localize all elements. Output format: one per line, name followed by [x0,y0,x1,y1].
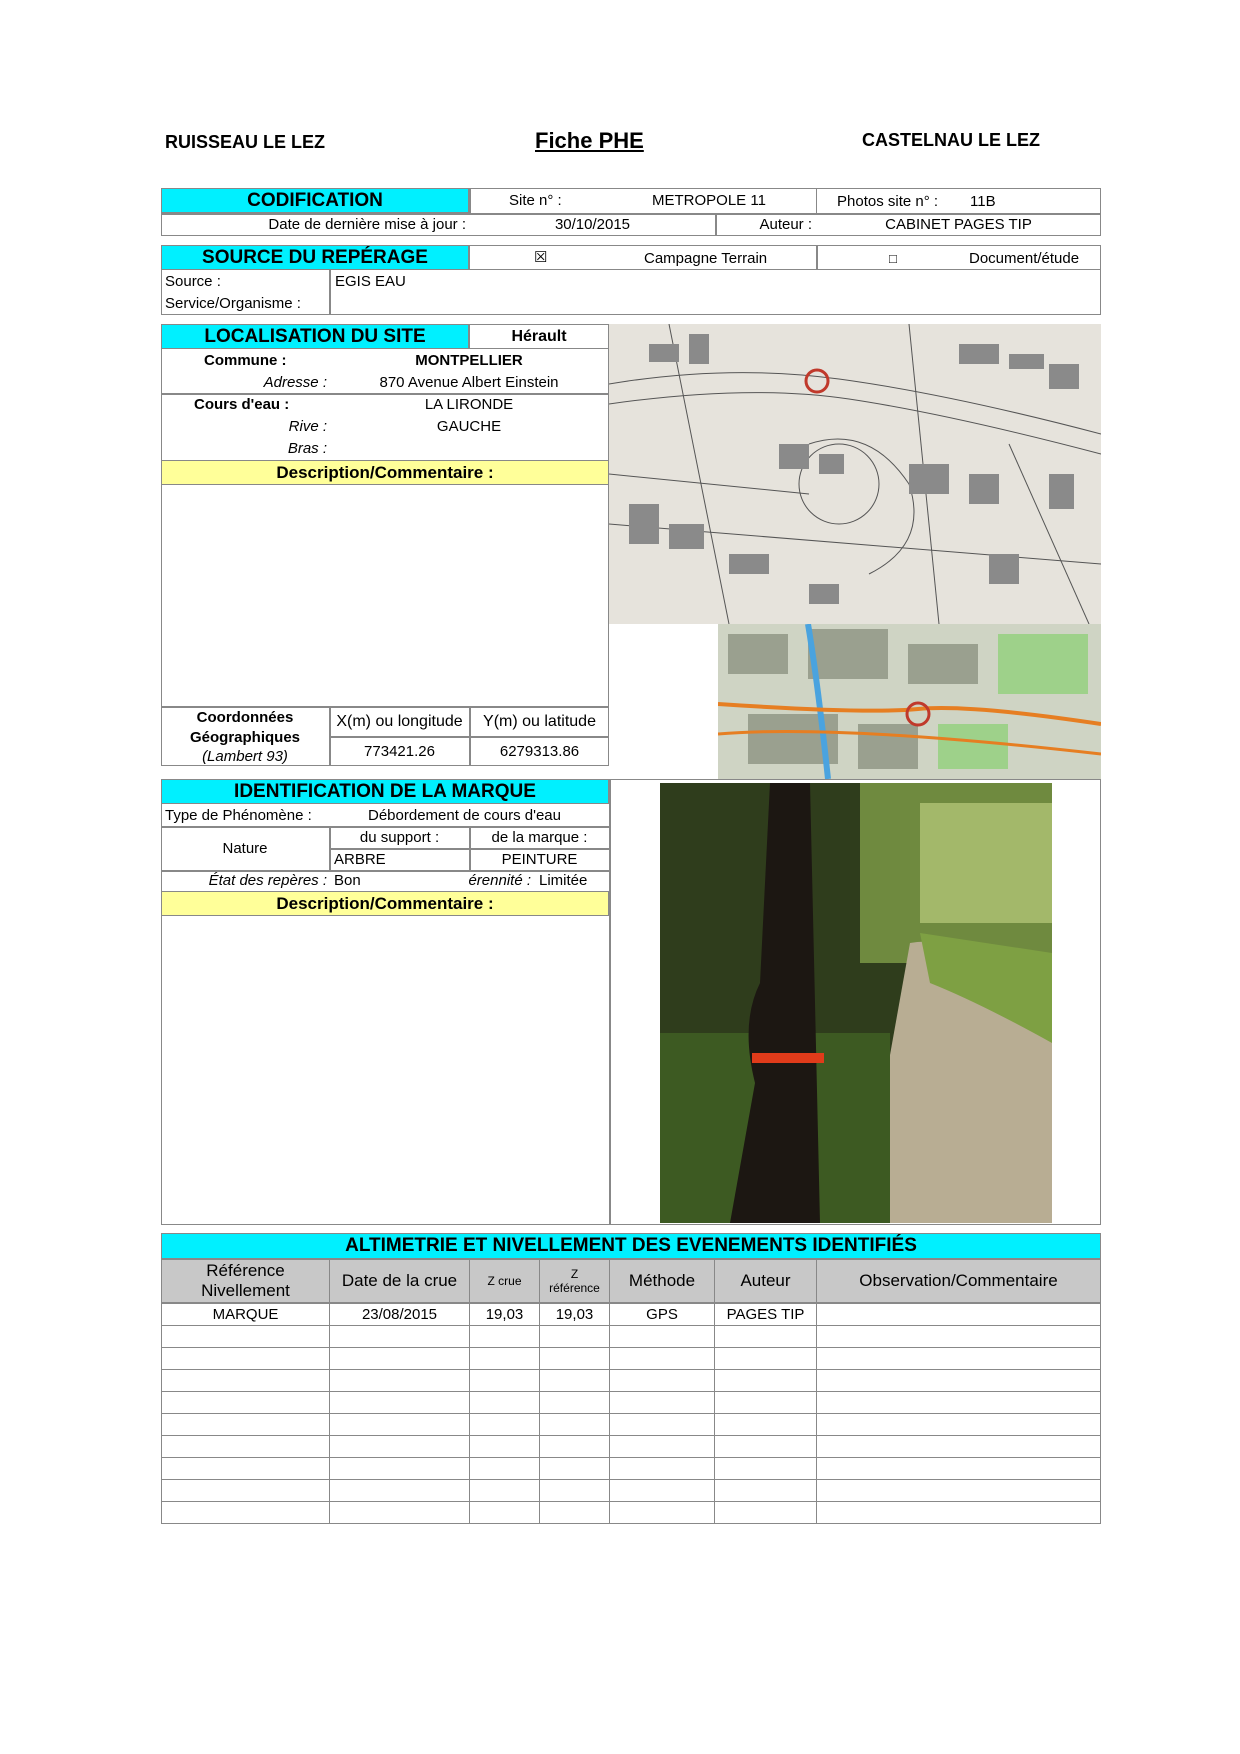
col-reference-line2: Nivellement [201,1281,290,1300]
page-title: Fiche PHE [535,128,644,153]
col-z-reference-line1: Z [570,1267,579,1281]
table-cell [816,1457,1101,1480]
table-cell [539,1347,610,1370]
table-cell [469,1325,540,1348]
coord-label-1: Coordonnées [196,708,294,726]
table-cell [816,1325,1101,1348]
site-value: METROPOLE 11 [652,192,766,209]
location-map-inset [718,624,1101,779]
table-cell [714,1501,817,1524]
campagne-label: Campagne Terrain [644,250,768,267]
etat-value: Bon [334,872,361,889]
table-cell [609,1391,715,1414]
nature-label: Nature [222,839,268,857]
table-cell [161,1325,330,1348]
table-cell [609,1479,715,1502]
table-cell: PAGES TIP [714,1303,817,1326]
mark-photo-drawing [660,783,1052,1223]
rive-value: GAUCHE [436,417,502,435]
perennite-value: Limitée [539,872,588,889]
cadastral-map [609,324,1101,624]
table-cell [714,1457,817,1480]
altimetrie-title: ALTIMETRIE ET NIVELLEMENT DES EVENEMENTS IDENTIFIÉS [161,1233,1101,1259]
table-cell [469,1413,540,1436]
table-cell [816,1303,1101,1326]
table-cell [714,1479,817,1502]
table-cell [329,1413,470,1436]
table-cell [539,1501,610,1524]
table-cell [469,1501,540,1524]
table-cell [329,1325,470,1348]
source-label: Source : [165,272,221,290]
table-cell [539,1325,610,1348]
commune-label: Commune : [204,351,287,369]
coord-label-2: Géographiques [189,728,301,746]
support-label: du support : [359,828,440,846]
header-river: RUISSEAU LE LEZ [165,132,326,152]
cadastral-map-drawing [609,324,1101,624]
table-cell [816,1347,1101,1370]
table-cell: 19,03 [469,1303,540,1326]
table-cell [329,1501,470,1524]
identification-title: IDENTIFICATION DE LA MARQUE [161,779,609,804]
document-checkbox[interactable]: □ [889,251,897,266]
table-cell [469,1479,540,1502]
cours-label: Cours d'eau : [194,395,290,413]
codification-title: CODIFICATION [161,188,469,213]
table-cell [609,1457,715,1480]
marque-label: de la marque : [491,828,588,846]
header-commune: CASTELNAU LE LEZ [862,130,1040,150]
table-cell: 19,03 [539,1303,610,1326]
table-cell [816,1391,1101,1414]
y-value: 6279313.86 [499,743,580,760]
perennite-label: érennité : [468,872,531,889]
table-cell [609,1435,715,1458]
rive-label: Rive : [288,417,327,435]
table-cell [714,1435,817,1458]
x-label: X(m) ou longitude [336,712,463,730]
table-cell [816,1369,1101,1392]
table-cell [609,1413,715,1436]
table-cell [161,1369,330,1392]
table-cell [329,1391,470,1414]
table-cell [539,1369,610,1392]
table-cell [609,1369,715,1392]
auteur-label: Auteur : [759,215,812,233]
table-cell [161,1501,330,1524]
site-marker-icon [806,370,828,392]
date-value: 30/10/2015 [554,215,631,233]
table-cell [539,1435,610,1458]
table-cell [539,1413,610,1436]
type-label: Type de Phénomène : [165,806,312,824]
table-cell [329,1479,470,1502]
col-date: Date de la crue [329,1259,470,1303]
col-auteur: Auteur [714,1259,817,1303]
source-title: SOURCE DU REPÉRAGE [161,245,469,270]
source-value: EGIS EAU [335,272,406,290]
table-cell [816,1501,1101,1524]
table-cell [714,1325,817,1348]
col-methode: Méthode [609,1259,715,1303]
table-cell [329,1369,470,1392]
table-cell [329,1347,470,1370]
mark-photo [660,783,1052,1223]
campagne-checkbox[interactable]: ☒ [534,248,548,266]
table-cell [161,1457,330,1480]
etat-label: État des repères : [208,872,327,889]
col-observation: Observation/Commentaire [816,1259,1101,1303]
table-cell: MARQUE [161,1303,330,1326]
table-cell [161,1479,330,1502]
table-cell: GPS [609,1303,715,1326]
date-label: Date de dernière mise à jour : [268,215,466,233]
table-cell [469,1369,540,1392]
paint-mark [752,1053,824,1063]
col-z-reference-line2: référence [549,1281,600,1295]
table-cell [469,1435,540,1458]
table-cell [469,1457,540,1480]
col-z-reference [539,1259,610,1303]
photos-label: Photos site n° : [837,193,939,210]
table-cell [816,1435,1101,1458]
table-cell: 23/08/2015 [329,1303,470,1326]
support-value: ARBRE [334,850,386,868]
cours-value: LA LIRONDE [424,395,514,413]
table-cell [714,1369,817,1392]
adresse-value: 870 Avenue Albert Einstein [379,373,559,391]
marque-value: PEINTURE [501,850,578,868]
table-cell [161,1413,330,1436]
localisation-title: LOCALISATION DU SITE [161,324,469,349]
localisation-description-label: Description/Commentaire : [161,460,609,485]
table-cell [609,1325,715,1348]
col-z-crue: Z crue [469,1259,540,1303]
auteur-value: CABINET PAGES TIP [885,215,1032,233]
table-cell [609,1347,715,1370]
table-cell [539,1391,610,1414]
photos-value: 11B [970,193,996,210]
document-label: Document/étude [969,250,1080,267]
bras-label: Bras : [287,439,327,457]
table-cell [161,1435,330,1458]
identification-description-label: Description/Commentaire : [161,891,609,916]
commune-value: MONTPELLIER [415,351,523,369]
table-cell [539,1479,610,1502]
table-cell [714,1413,817,1436]
adresse-label: Adresse : [263,373,327,391]
table-cell [329,1435,470,1458]
table-cell [469,1347,540,1370]
service-label: Service/Organisme : [165,294,301,312]
table-cell [469,1391,540,1414]
site-label: Site n° : [509,192,562,209]
departement: Hérault [469,324,609,349]
table-cell [161,1347,330,1370]
coord-label-3: (Lambert 93) [202,747,288,765]
table-cell [609,1501,715,1524]
x-value: 773421.26 [364,743,435,760]
table-cell [329,1457,470,1480]
table-cell [539,1457,610,1480]
col-reference [161,1259,330,1303]
y-label: Y(m) ou latitude [483,712,596,730]
table-cell [161,1391,330,1414]
bras-value [330,437,608,459]
table-cell [714,1391,817,1414]
table-cell [714,1347,817,1370]
type-value: Débordement de cours d'eau [368,806,561,824]
table-cell [816,1479,1101,1502]
location-map-drawing [718,624,1101,779]
table-cell [816,1413,1101,1436]
col-reference-line1: Référence [206,1261,285,1280]
